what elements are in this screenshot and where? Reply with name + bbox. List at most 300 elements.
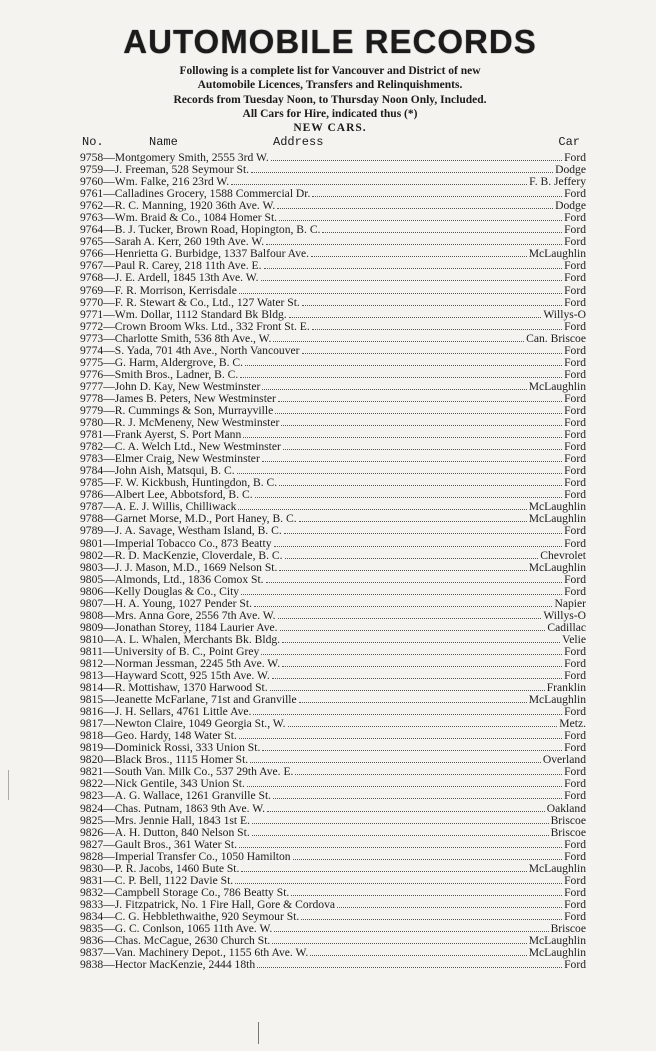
- record-name-address: Garnet Morse, M.D., Port Haney, B. C.: [114, 513, 297, 526]
- record-name-address: Norman Jessman, 2245 5th Ave. W.: [114, 657, 281, 670]
- record-row: [80, 538, 586, 550]
- print-mark: [258, 1022, 263, 1044]
- leader-dots: [273, 333, 524, 342]
- record-car: Chevrolet: [540, 549, 586, 562]
- leader-dots: [261, 272, 563, 281]
- intro-line-3: Records from Tuesday Noon, to Thursday Noon Only, Included.: [173, 94, 487, 106]
- record-car: Dodge: [555, 200, 586, 213]
- record-dash: —: [103, 874, 115, 887]
- record-row: [80, 381, 586, 393]
- record-dash: —: [103, 200, 115, 213]
- record-row: [80, 658, 586, 670]
- record-name-address: Jeanette McFarlane, 71st and Granville: [114, 694, 297, 707]
- record-name-address: R. C. Manning, 1920 36th Ave. W.: [114, 200, 276, 213]
- record-car: McLaughlin: [528, 561, 586, 574]
- record-row: [80, 730, 586, 742]
- leader-dots: [245, 357, 562, 366]
- record-name-address: Elmer Craig, New Westminster: [114, 453, 260, 466]
- record-car: Cadillac: [547, 621, 586, 634]
- record-dash: —: [103, 260, 115, 273]
- record-car: Ford: [564, 272, 586, 285]
- record-row: [80, 297, 586, 309]
- record-row: [80, 790, 586, 802]
- leader-dots: [271, 152, 562, 161]
- record-number: 9777: [80, 380, 104, 393]
- record-car: McLaughlin: [528, 935, 586, 948]
- leader-dots: [299, 694, 527, 703]
- record-row: [80, 260, 586, 272]
- record-car: Overland: [542, 754, 586, 767]
- record-row: [80, 706, 586, 718]
- record-name-address: Mrs. Anna Gore, 2556 7th Ave. W.: [114, 609, 276, 622]
- leader-dots: [261, 646, 562, 655]
- column-header-car: Car: [558, 135, 580, 149]
- record-row: [80, 321, 586, 333]
- record-car: Ford: [564, 356, 586, 369]
- record-row: [80, 574, 586, 586]
- record-dash: —: [103, 633, 115, 646]
- record-row: [80, 803, 586, 815]
- record-dash: —: [103, 754, 115, 767]
- record-dash: —: [103, 164, 115, 177]
- record-row: [80, 525, 586, 537]
- leader-dots: [247, 778, 562, 787]
- leader-dots: [281, 417, 562, 426]
- record-row: [80, 766, 586, 778]
- record-number: 9780: [80, 417, 104, 430]
- page-edge-mark: [8, 770, 11, 800]
- record-name-address: Newton Claire, 1049 Georgia St., W.: [114, 718, 286, 731]
- record-dash: —: [103, 501, 115, 514]
- record-number: 9811: [80, 645, 103, 658]
- record-car: Ford: [564, 188, 586, 201]
- leader-dots: [337, 899, 562, 908]
- record-number: 9818: [80, 730, 104, 743]
- record-name-address: Wm. Braid & Co., 1084 Homer St.: [114, 212, 278, 225]
- record-name-address: John D. Kay, New Westminster: [114, 380, 261, 393]
- leader-dots: [275, 405, 562, 414]
- record-dash: —: [103, 224, 115, 237]
- record-row: [80, 550, 586, 562]
- record-row: [80, 224, 586, 236]
- record-name-address: A. H. Dutton, 840 Nelson St.: [114, 826, 250, 839]
- leader-dots: [262, 742, 562, 751]
- record-number: 9778: [80, 392, 104, 405]
- leader-dots: [285, 550, 539, 559]
- record-dash: —: [103, 392, 115, 405]
- record-name-address: A. L. Whalen, Merchants Bk. Bldg.: [114, 633, 281, 646]
- record-name-address: B. J. Tucker, Brown Road, Hopington, B. C.: [114, 224, 321, 237]
- record-name-address: Sarah A. Kerr, 260 19th Ave. W.: [114, 236, 265, 249]
- record-name-address: Hector MacKenzie, 2444 18th: [114, 959, 256, 972]
- record-row: [80, 453, 586, 465]
- record-dash: —: [103, 694, 115, 707]
- record-car: Franklin: [546, 682, 586, 695]
- record-row: [80, 465, 586, 477]
- record-row: [80, 393, 586, 405]
- record-name-address: J. Freeman, 528 Seymour St.: [114, 164, 250, 177]
- record-name-address: C. A. Welch Ltd., New Westminster: [114, 441, 281, 454]
- record-car: Ford: [564, 392, 586, 405]
- record-car: Briscoe: [550, 826, 586, 839]
- leader-dots: [252, 827, 549, 836]
- record-dash: —: [103, 718, 115, 731]
- intro-line-4: All Cars for Hire, indicated thus (*): [242, 108, 418, 120]
- record-car: Napier: [554, 597, 586, 610]
- record-dash: —: [103, 188, 115, 201]
- record-name-address: Geo. Hardy, 148 Water St.: [114, 730, 237, 743]
- record-number: 9764: [80, 224, 104, 237]
- record-car: Ford: [564, 645, 586, 658]
- record-row: [80, 200, 586, 212]
- record-number: 9810: [80, 633, 104, 646]
- record-row: [80, 176, 586, 188]
- record-car: Dodge: [555, 164, 586, 177]
- leader-dots: [241, 586, 562, 595]
- record-dash: —: [103, 537, 115, 550]
- record-car: Ford: [564, 441, 586, 454]
- record-name-address: Jonathan Storey, 1184 Laurier Ave.: [114, 621, 278, 634]
- record-number: 9773: [80, 332, 104, 345]
- record-name-address: John Aish, Matsqui, B. C.: [114, 465, 235, 478]
- record-dash: —: [102, 645, 115, 658]
- record-number: 9762: [80, 200, 104, 213]
- record-name-address: J. H. Sellars, 4761 Little Ave.: [114, 706, 252, 719]
- leader-dots: [301, 911, 562, 920]
- record-name-address: Paul R. Carey, 218 11th Ave. E.: [114, 260, 262, 273]
- record-car: Ford: [564, 417, 586, 430]
- leader-dots: [289, 309, 542, 318]
- record-number: 9766: [80, 248, 104, 261]
- record-name-address: F. R. Morrison, Kerrisdale: [114, 284, 237, 297]
- record-dash: —: [103, 670, 115, 683]
- leader-dots: [295, 766, 562, 775]
- record-dash: —: [103, 320, 115, 333]
- record-row: [80, 369, 586, 381]
- record-dash: —: [103, 838, 115, 851]
- record-number: 9765: [80, 236, 104, 249]
- record-name-address: Kelly Douglas & Co., City: [114, 585, 240, 598]
- record-car: Willys-O: [543, 308, 586, 321]
- record-car: Ford: [564, 404, 586, 417]
- record-dash: —: [103, 850, 115, 863]
- record-car: McLaughlin: [528, 380, 586, 393]
- record-row: [80, 815, 586, 827]
- record-number: 9782: [80, 441, 104, 454]
- leader-dots: [283, 441, 562, 450]
- record-car: F. B. Jeffery: [529, 176, 586, 189]
- record-row: [80, 333, 586, 345]
- leader-dots: [250, 754, 541, 763]
- leader-dots: [322, 224, 562, 233]
- record-row: [80, 309, 586, 321]
- record-number: 9808: [80, 609, 104, 622]
- record-dash: —: [103, 802, 115, 815]
- record-row: [80, 501, 586, 513]
- record-number: 9771: [80, 308, 104, 321]
- record-number: 9802: [80, 549, 104, 562]
- record-number: 9788: [80, 513, 104, 526]
- record-car: Ford: [564, 453, 586, 466]
- record-dash: —: [103, 886, 115, 899]
- leader-dots: [278, 393, 562, 402]
- record-car: McLaughlin: [528, 248, 586, 261]
- record-name-address: A. E. J. Willis, Chilliwack: [114, 501, 237, 514]
- record-dash: —: [103, 248, 115, 261]
- record-car: Ford: [564, 778, 586, 791]
- record-row: [80, 935, 586, 947]
- record-number: 9838: [80, 959, 104, 972]
- record-number: 9779: [80, 404, 104, 417]
- record-number: 9831: [80, 874, 104, 887]
- leader-dots: [239, 839, 562, 848]
- record-car: Ford: [564, 730, 586, 743]
- record-number: 9774: [80, 344, 104, 357]
- column-header-no: No.: [82, 135, 104, 149]
- leader-dots: [255, 489, 562, 498]
- record-row: [80, 742, 586, 754]
- record-number: 9758: [80, 152, 104, 164]
- record-dash: —: [103, 477, 115, 490]
- record-row: [80, 598, 586, 610]
- record-number: 9827: [80, 838, 104, 851]
- record-name-address: Chas. Putnam, 1863 9th Ave. W.: [114, 802, 265, 815]
- record-name-address: R. J. McMeneny, New Westminster: [114, 417, 280, 430]
- record-row: [80, 911, 586, 923]
- record-car: Ford: [564, 525, 586, 538]
- record-car: Ford: [564, 284, 586, 297]
- leader-dots: [311, 248, 527, 257]
- leader-dots: [273, 790, 562, 799]
- record-car: Ford: [564, 212, 586, 225]
- leader-dots: [264, 260, 563, 269]
- record-number: 9801: [80, 537, 104, 550]
- record-car: Ford: [564, 260, 586, 273]
- record-number: 9768: [80, 272, 104, 285]
- record-dash: —: [103, 790, 115, 803]
- record-name-address: R. Mottishaw, 1370 Harwood St.: [114, 682, 268, 695]
- record-car: Ford: [564, 766, 586, 779]
- leader-dots: [302, 345, 563, 354]
- record-dash: —: [103, 597, 115, 610]
- leader-dots: [243, 429, 562, 438]
- record-car: Ford: [564, 657, 586, 670]
- record-row: [80, 947, 586, 959]
- record-name-address: F. W. Kickbush, Huntingdon, B. C.: [114, 477, 278, 490]
- record-car: Can. Briscoe: [526, 332, 586, 345]
- record-number: 9815: [80, 694, 104, 707]
- intro-line-1: Following is a complete list for Vancouver and District of new: [179, 65, 481, 77]
- record-number: 9833: [80, 898, 104, 911]
- record-car: Ford: [564, 898, 586, 911]
- record-row: [80, 887, 586, 899]
- record-number: 9760: [80, 176, 104, 189]
- record-number: 9817: [80, 718, 104, 731]
- page-title: AUTOMOBILE RECORDS: [123, 23, 537, 60]
- record-number: 9770: [80, 296, 104, 309]
- leader-dots: [282, 658, 562, 667]
- record-number: 9761: [80, 188, 104, 201]
- record-number: 9826: [80, 826, 104, 839]
- record-number: 9825: [80, 814, 104, 827]
- record-car: Ford: [564, 790, 586, 803]
- record-dash: —: [103, 380, 115, 393]
- column-header-name: Name: [149, 135, 178, 149]
- record-number: 9783: [80, 453, 104, 466]
- record-number: 9803: [80, 561, 104, 574]
- leader-dots: [239, 730, 562, 739]
- record-row: [80, 477, 586, 489]
- record-number: 9824: [80, 802, 104, 815]
- leader-dots: [280, 622, 546, 631]
- record-dash: —: [103, 417, 115, 430]
- leader-dots: [284, 525, 562, 534]
- record-car: Ford: [564, 477, 586, 490]
- record-dash: —: [103, 910, 115, 923]
- record-name-address: James B. Peters, New Westminster: [114, 392, 276, 405]
- leader-dots: [279, 477, 562, 486]
- record-row: [80, 851, 586, 863]
- record-number: 9812: [80, 657, 104, 670]
- record-row: [80, 923, 586, 935]
- record-car: Metz.: [559, 718, 586, 731]
- record-car: Ford: [564, 706, 586, 719]
- record-row: [80, 562, 586, 574]
- record-name-address: South Van. Milk Co., 537 29th Ave. E.: [114, 766, 294, 779]
- record-number: 9821: [80, 766, 104, 779]
- record-name-address: Crown Broom Wks. Ltd., 332 Front St. E.: [114, 320, 310, 333]
- record-name-address: Almonds, Ltd., 1836 Comox St.: [114, 573, 264, 586]
- record-dash: —: [103, 429, 115, 442]
- record-dash: —: [103, 814, 115, 827]
- column-headers: [82, 136, 586, 149]
- record-row: [80, 839, 586, 851]
- record-row: [80, 405, 586, 417]
- record-name-address: University of B. C., Point Grey: [114, 645, 260, 658]
- intro-line-2: Automobile Licences, Transfers and Relinquishments.: [197, 79, 463, 91]
- records-list: [80, 152, 586, 971]
- record-car: Ford: [564, 465, 586, 478]
- record-number: 9830: [80, 862, 104, 875]
- record-dash: —: [103, 730, 115, 743]
- record-name-address: Charlotte Smith, 536 8th Ave., W.: [114, 332, 272, 345]
- record-car: McLaughlin: [528, 501, 586, 514]
- leader-dots: [266, 574, 563, 583]
- record-name-address: Smith Bros., Ladner, B. C.: [114, 368, 239, 381]
- record-dash: —: [103, 525, 115, 538]
- record-dash: —: [103, 489, 115, 502]
- record-dash: —: [103, 573, 115, 586]
- record-dash: —: [103, 344, 115, 357]
- record-name-address: S. Yada, 701 4th Ave., North Vancouver: [114, 344, 300, 357]
- record-row: [80, 694, 586, 706]
- record-car: Ford: [564, 344, 586, 357]
- record-car: Ford: [564, 152, 586, 164]
- record-dash: —: [103, 862, 115, 875]
- leader-dots: [239, 285, 562, 294]
- record-dash: —: [103, 272, 115, 285]
- record-row: [80, 827, 586, 839]
- record-row: [80, 429, 586, 441]
- record-number: 9763: [80, 212, 104, 225]
- leader-dots: [272, 935, 526, 944]
- record-row: [80, 754, 586, 766]
- record-row: [80, 959, 586, 971]
- record-dash: —: [103, 296, 115, 309]
- record-number: 9807: [80, 597, 104, 610]
- record-row: [80, 778, 586, 790]
- record-dash: —: [103, 898, 115, 911]
- record-number: 9806: [80, 585, 104, 598]
- leader-dots: [274, 923, 548, 932]
- leader-dots: [293, 851, 562, 860]
- record-car: Ford: [564, 670, 586, 683]
- record-row: [80, 489, 586, 501]
- record-car: Ford: [564, 224, 586, 237]
- record-name-address: Wm. Falke, 216 23rd W.: [114, 176, 230, 189]
- leader-dots: [238, 501, 526, 510]
- leader-dots: [262, 381, 526, 390]
- leader-dots: [299, 513, 527, 522]
- record-name-address: Nick Gentile, 343 Union St.: [114, 778, 245, 791]
- record-row: [80, 513, 586, 525]
- record-row: [80, 248, 586, 260]
- record-number: 9835: [80, 923, 104, 935]
- record-row: [80, 357, 586, 369]
- leader-dots: [288, 718, 558, 727]
- record-dash: —: [103, 356, 115, 369]
- record-name-address: Mrs. Jennie Hall, 1843 1st E.: [114, 814, 251, 827]
- record-name-address: J. E. Ardell, 1845 13th Ave. W.: [114, 272, 259, 285]
- record-row: [80, 152, 586, 164]
- record-dash: —: [103, 441, 115, 454]
- record-number: 9781: [80, 429, 104, 442]
- record-car: Ford: [564, 742, 586, 755]
- record-row: [80, 863, 586, 875]
- leader-dots: [266, 236, 562, 245]
- record-dash: —: [103, 778, 115, 791]
- record-number: 9776: [80, 368, 104, 381]
- record-name-address: J. A. Savage, Westham Island, B. C.: [114, 525, 282, 538]
- record-car: Ford: [564, 874, 586, 887]
- record-car: Velie: [562, 633, 586, 646]
- leader-dots: [235, 875, 562, 884]
- record-number: 9822: [80, 778, 104, 791]
- record-dash: —: [103, 404, 115, 417]
- record-dash: —: [103, 742, 115, 755]
- record-number: 9789: [80, 525, 104, 538]
- record-number: 9809: [80, 621, 104, 634]
- record-dash: —: [103, 766, 115, 779]
- record-car: Ford: [564, 489, 586, 502]
- record-name-address: H. A. Young, 1027 Pender St.: [114, 597, 252, 610]
- record-dash: —: [103, 453, 115, 466]
- record-row: [80, 634, 586, 646]
- record-number: 9832: [80, 886, 104, 899]
- leader-dots: [310, 947, 526, 956]
- leader-dots: [302, 297, 562, 306]
- record-name-address: G. C. Conlson, 1065 11th Ave. W.: [114, 923, 273, 935]
- leader-dots: [279, 212, 562, 221]
- record-name-address: Albert Lee, Abbotsford, B. C.: [114, 489, 253, 502]
- leader-dots: [254, 598, 552, 607]
- record-name-address: Henrietta G. Burbidge, 1337 Balfour Ave.: [114, 248, 310, 261]
- record-car: Ford: [564, 959, 586, 972]
- leader-dots: [262, 453, 562, 462]
- record-name-address: Chas. McCague, 2630 Church St.: [114, 935, 271, 948]
- record-dash: —: [103, 152, 115, 164]
- leader-dots: [282, 634, 560, 643]
